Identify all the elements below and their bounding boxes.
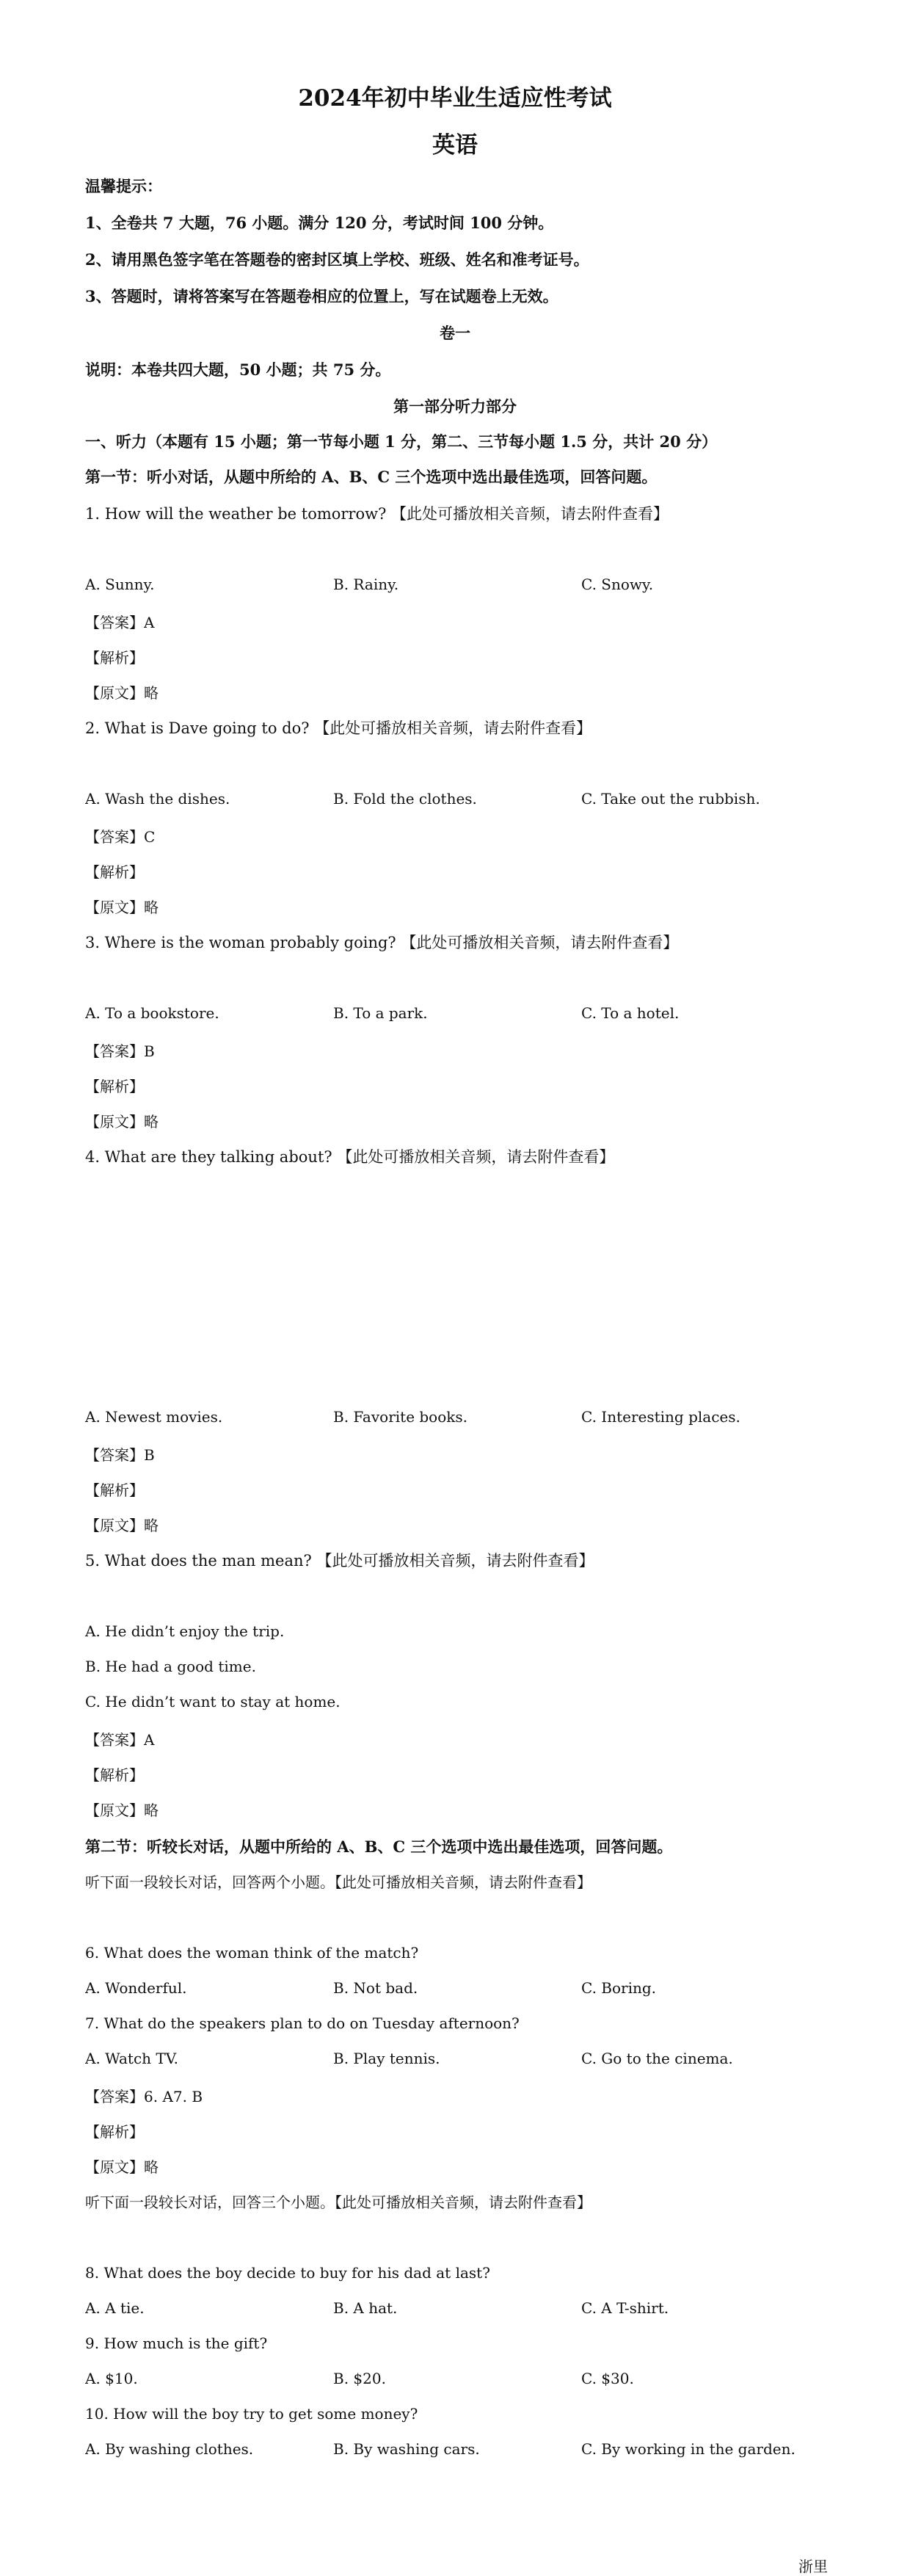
page-footer: 浙里 (798, 2558, 828, 2575)
q8-option-b: B. A hat. (333, 2299, 398, 2317)
original-value: 略 (144, 1517, 159, 1534)
q4-option-c: C. Interesting places. (581, 1408, 740, 1426)
answer-value: A (144, 614, 155, 631)
q3-option-b: B. To a park. (333, 1004, 428, 1022)
q6-7-analysis: 【解析】 (85, 2123, 144, 2141)
audio-note[interactable]: 【此处可播放相关音频，请去附件查看】 (316, 1552, 594, 1570)
original-value: 略 (144, 684, 159, 702)
q4-option-a: A. Newest movies. (85, 1408, 223, 1426)
q6-option-a: A. Wonderful. (85, 1979, 187, 1997)
q4-option-b: B. Favorite books. (333, 1408, 468, 1426)
answer-value: B (144, 1446, 155, 1464)
q9-option-b: B. $20. (333, 2370, 386, 2387)
answer-label: 【答案】 (85, 2088, 144, 2105)
q3-original (85, 1110, 159, 1131)
q4-answer (85, 1443, 155, 1465)
q4-analysis: 【解析】 (85, 1481, 144, 1499)
volume-label: 卷一 (440, 324, 470, 342)
answer-value: 6. A7. B (144, 2088, 203, 2105)
q6-7-answer (85, 2085, 203, 2106)
exam-title: 2024年初中毕业生适应性考试 (298, 85, 612, 112)
q8-option-a: A. A tie. (85, 2299, 145, 2317)
q4-original (85, 1514, 159, 1535)
original-label: 【原文】 (85, 1802, 144, 1819)
q1-option-a: A. Sunny. (85, 576, 155, 593)
answer-label: 【答案】 (85, 1042, 144, 1060)
q2-original (85, 896, 159, 917)
q1-analysis: 【解析】 (85, 649, 144, 667)
question-1-text: 1. How will the weather be tomorrow? (85, 505, 387, 523)
original-label: 【原文】 (85, 899, 144, 916)
question-4 (85, 1145, 614, 1167)
q6-option-c: C. Boring. (581, 1979, 657, 1997)
q5-original (85, 1799, 159, 1820)
original-label: 【原文】 (85, 1517, 144, 1534)
tip-item-1: 1、全卷共 7 大题，76 小题。满分 120 分，考试时间 100 分钟。 (85, 214, 554, 232)
q7-option-a: A. Watch TV. (85, 2050, 179, 2067)
q6-option-b: B. Not bad. (333, 1979, 418, 1997)
q7-option-b: B. Play tennis. (333, 2050, 440, 2067)
q3-option-c: C. To a hotel. (581, 1004, 680, 1022)
q1-option-c: C. Snowy. (581, 576, 654, 593)
original-label: 【原文】 (85, 2158, 144, 2176)
audio-note[interactable]: 【此处可播放相关音频，请去附件查看】 (401, 934, 679, 951)
question-10: 10. How will the boy try to get some money? (85, 2405, 418, 2423)
q3-analysis: 【解析】 (85, 1078, 144, 1095)
question-4-text: 4. What are they talking about? (85, 1148, 332, 1166)
original-value: 略 (144, 899, 159, 916)
answer-label: 【答案】 (85, 828, 144, 846)
sub1-title: 第一节：听小对话，从题中所给的 A、B、C 三个选项中选出最佳选项，回答问题。 (85, 468, 658, 486)
long-dialogue-1-intro[interactable]: 听下面一段较长对话，回答两个小题。【此处可播放相关音频，请去附件查看】 (85, 1873, 592, 1891)
audio-note[interactable]: 【此处可播放相关音频，请去附件查看】 (314, 719, 592, 737)
original-value: 略 (144, 1802, 159, 1819)
q2-option-c: C. Take out the rubbish. (581, 790, 760, 808)
audio-note[interactable]: 【此处可播放相关音频，请去附件查看】 (391, 505, 669, 523)
q5-option-c: C. He didn’t want to stay at home. (85, 1693, 341, 1710)
q5-analysis: 【解析】 (85, 1766, 144, 1784)
section1-title: 一、听力（本题有 15 小题；第一节每小题 1 分，第二、三节每小题 1.5 分，共计 20 分） (85, 432, 718, 451)
q5-option-b: B. He had a good time. (85, 1658, 256, 1675)
question-7: 7. What do the speakers plan to do on Tuesday afternoon? (85, 2014, 520, 2032)
answer-label: 【答案】 (85, 1731, 144, 1749)
tip-item-2: 2、请用黑色签字笔在答题卷的密封区填上学校、班级、姓名和准考证号。 (85, 250, 589, 269)
answer-label: 【答案】 (85, 1446, 144, 1464)
q2-answer (85, 825, 155, 846)
long-dialogue-2-intro[interactable]: 听下面一段较长对话，回答三个小题。【此处可播放相关音频，请去附件查看】 (85, 2194, 592, 2211)
q8-option-c: C. A T-shirt. (581, 2299, 669, 2317)
question-5-text: 5. What does the man mean? (85, 1552, 312, 1570)
q9-option-c: C. $30. (581, 2370, 634, 2387)
original-label: 【原文】 (85, 1113, 144, 1131)
q2-analysis: 【解析】 (85, 863, 144, 881)
sub2-title: 第二节：听较长对话，从题中所给的 A、B、C 三个选项中选出最佳选项，回答问题。 (85, 1837, 673, 1856)
q6-7-original (85, 2155, 159, 2177)
q10-option-b: B. By washing cars. (333, 2440, 480, 2458)
q10-option-a: A. By washing clothes. (85, 2440, 254, 2458)
original-label: 【原文】 (85, 684, 144, 702)
q1-original (85, 681, 159, 703)
question-6: 6. What does the woman think of the match? (85, 1944, 419, 1962)
original-value: 略 (144, 2158, 159, 2176)
exam-subject: 英语 (432, 132, 478, 159)
q7-option-c: C. Go to the cinema. (581, 2050, 733, 2067)
q2-option-b: B. Fold the clothes. (333, 790, 477, 808)
q10-option-c: C. By working in the garden. (581, 2440, 796, 2458)
q5-option-a: A. He didn’t enjoy the trip. (85, 1622, 285, 1640)
question-3-text: 3. Where is the woman probably going? (85, 934, 396, 951)
question-5 (85, 1549, 594, 1571)
tip-item-3: 3、答题时，请将答案写在答题卷相应的位置上，写在试题卷上无效。 (85, 287, 558, 305)
question-2-text: 2. What is Dave going to do? (85, 719, 310, 737)
volume-explain: 说明：本卷共四大题，50 小题；共 75 分。 (85, 360, 391, 379)
q2-option-a: A. Wash the dishes. (85, 790, 230, 808)
q5-answer (85, 1728, 154, 1749)
question-2 (85, 716, 592, 739)
part1-title: 第一部分听力部分 (393, 397, 517, 416)
q1-option-b: B. Rainy. (333, 576, 399, 593)
answer-label: 【答案】 (85, 614, 144, 631)
q1-answer (85, 611, 154, 632)
question-9: 9. How much is the gift? (85, 2334, 268, 2352)
q3-option-a: A. To a bookstore. (85, 1004, 219, 1022)
answer-value: A (144, 1731, 155, 1749)
tips-heading: 温馨提示： (85, 177, 162, 195)
q9-option-a: A. $10. (85, 2370, 138, 2387)
question-1 (85, 502, 669, 524)
answer-value: B (144, 1042, 155, 1060)
q3-answer (85, 1040, 155, 1061)
answer-value: C (144, 828, 156, 846)
question-3 (85, 931, 678, 953)
audio-note[interactable]: 【此处可播放相关音频，请去附件查看】 (337, 1148, 615, 1166)
question-8: 8. What does the boy decide to buy for his dad at last? (85, 2264, 490, 2282)
original-value: 略 (144, 1113, 159, 1131)
